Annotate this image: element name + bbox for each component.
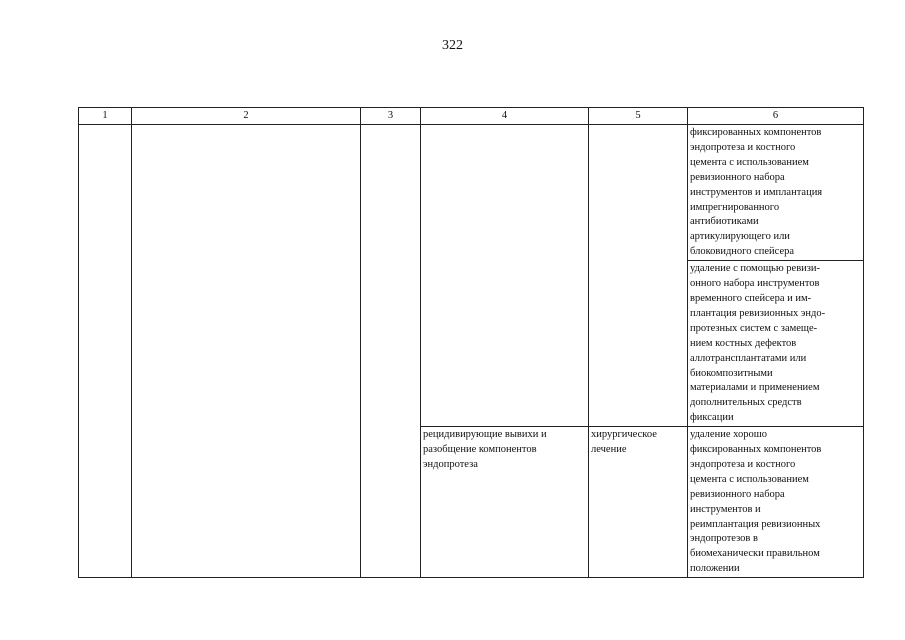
treatment-type-text: хирургическое лечение <box>591 429 657 456</box>
cell-col2-empty <box>132 125 361 578</box>
procedure-text-3: удаление хорошо фиксированных компонентов эндопротеза и костного цемента с использованием ревизионного набора инструментов и реимплантация ревизионных эндопротезов в биомеханически правильном положении <box>690 429 822 575</box>
header-cell-4: 4 <box>421 108 589 125</box>
header-cell-1: 1 <box>79 108 132 125</box>
cell-procedure-text <box>688 261 864 427</box>
procedure-text-2: удаление с помощью ревизи- онного набора инструментов временного спейсера и им- плантация ревизионных эндо- протезных систем с замеще- нием костных дефектов аллотрансплантатами или биокомпозитными материалами и применением дополнительных средств фиксации <box>690 263 826 424</box>
procedure-text-1: фиксированных компонентов эндопротеза и костного цемента с использованием ревизионного набора инструментов и имплантация импрегнированного антибиотиками артикулирующего или блоковидного спейсера <box>690 127 823 258</box>
header-cell-3: 3 <box>361 108 421 125</box>
condition-text: рецидивирующие вывихи и разобщение компонентов эндопротеза <box>423 429 547 470</box>
table-header-row <box>79 108 864 125</box>
cell-treatment-type <box>589 427 688 578</box>
cell-condition-text <box>421 427 589 578</box>
header-cell-2: 2 <box>132 108 361 125</box>
page-number: 322 <box>442 38 463 53</box>
cell-procedure-text <box>688 125 864 261</box>
medical-procedures-table <box>78 107 864 578</box>
cell-col4-empty <box>421 125 589 427</box>
table-row <box>79 125 864 261</box>
cell-col1-empty <box>79 125 132 578</box>
header-cell-5: 5 <box>589 108 688 125</box>
cell-col5-empty <box>589 125 688 427</box>
cell-procedure-text <box>688 427 864 578</box>
header-cell-6: 6 <box>688 108 864 125</box>
cell-col3-empty <box>361 125 421 578</box>
